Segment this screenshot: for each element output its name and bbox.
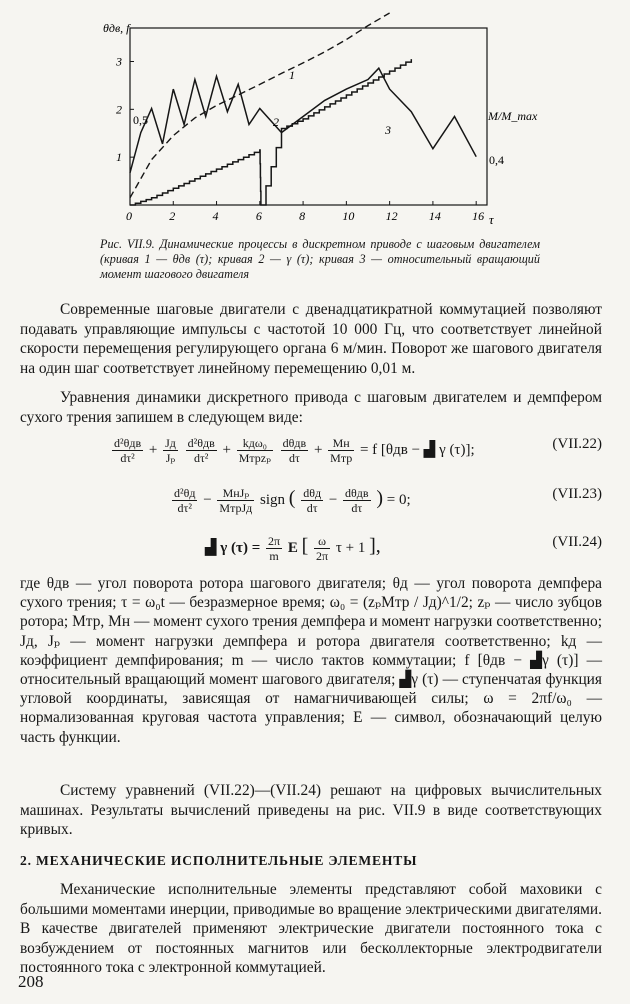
figure-caption (100, 237, 540, 282)
eq24-lhs: ▟ γ (τ) = (205, 539, 261, 556)
right-tick-label: 0,4 (489, 153, 504, 167)
curve-label-3: 3 (385, 123, 391, 137)
eq22-frac2-num: Jд (165, 436, 176, 450)
x-tick-label: 10 (342, 209, 355, 223)
chart-svg (95, 8, 555, 233)
caption-lead: Рис. VII.9. (100, 237, 155, 251)
x-tick-label: 12 (385, 209, 398, 223)
x-tick-label: 8 (299, 209, 306, 223)
page-number: 208 (18, 972, 44, 991)
eq24-E: E (287, 539, 298, 556)
curve-2 (130, 59, 411, 205)
eq23-frac3-num: dθд (303, 486, 322, 500)
eq23-rhs: = 0; (386, 491, 411, 508)
x-tick-label: 6 (255, 209, 262, 223)
eq23-minus2: − (328, 491, 338, 508)
eq22-frac1-num: d²θдв (114, 436, 142, 450)
eq23-frac3-den: dτ (306, 501, 318, 515)
eq22-frac5-num: dθдв (282, 436, 307, 450)
x-tick-label: 14 (428, 209, 441, 223)
equation-vii-22 (20, 428, 602, 468)
eq23-sign: sign (260, 491, 286, 508)
paragraph-5: Механические исполнительные элементы представляют собой маховики с большими моментами инерции, приводимые во вращение электрическими двигателями. В качестве двигателей применяют электрические двигатели постоянного тока с возбуждением от постоянных магнитов или бесколлекторные электродвигатели постоянного тока с электронной коммутацией. (20, 881, 602, 977)
x-tick-label: 4 (212, 209, 219, 223)
eq22-plus3: + (313, 441, 323, 458)
eq23-frac2-num: MнJₚ (217, 486, 254, 501)
x-axis-label: τ (489, 212, 494, 227)
eq24-frac2-den: 2π (316, 549, 329, 563)
eq22-number: (VII.22) (552, 436, 602, 452)
eq23-frac1-den: dτ² (177, 501, 192, 515)
y-tick-label: 1 (116, 150, 122, 165)
x-tick-label: 2 (169, 209, 176, 223)
section-heading: 2. МЕХАНИЧЕСКИЕ ИСПОЛНИТЕЛЬНЫЕ ЭЛЕМЕНТЫ (20, 853, 418, 868)
eq24-rest: τ + 1 (335, 539, 366, 556)
eq22-frac4-num: kдω₀ (237, 436, 273, 451)
eq23-number: (VII.23) (552, 486, 602, 502)
eq22-frac4-den: Mтрzₚ (238, 451, 271, 465)
curve-label-1: 1 (289, 68, 295, 82)
paragraph-definitions: где θдв — угол поворота ротора шагового двигателя; θд — угол поворота демпфера сухого трения; τ = ω₀t — безразмерное время; ω₀ = (zₚMтр / Jд)^1/2; zₚ — число зубцов ротора; Mтр, Mн — момент сухого трения демпфера и момент нагрузки соответственно; Jд, Jₚ — момент нагрузки демпфера и ротора двигателя соответственно; kд — коэффициент демпфирования; m — число тактов коммутации; f [θдв − ▟γ (τ)] — относительный вращающий момент шагового двигателя; ▟γ (τ) — ступенчатая функция угловой координаты, зависящая от намагничивающей силы; ω = 2πf/ω₀ — нормализованная круговая частота управления; E — символ, обозначающий целую часть функции. (20, 575, 602, 746)
eq24-frac2-num: ω (314, 534, 330, 549)
equation-vii-23: $\frac{\text{d²θд}}{\text{dτ²}}$ − $\frac{\text{MнJₚ}}{\text{MтрJд}}$ sign ( $\frac{\text{dθд}}{d\tau}$ − $\frac{\text{dθдв}}{d\tau}$ ) = 0; (VII.23) (174, 486, 602, 515)
eq22-frac6-num: Mн (328, 436, 354, 451)
eq22-frac2-den: Jₚ (165, 451, 176, 465)
eq24-frac1-den: m (269, 549, 279, 563)
eq22-frac6-den: Mтр (330, 451, 353, 465)
eq23-frac4-den: dτ (351, 501, 363, 515)
paragraph-1: Современные шаговые двигатели с двенадцатикратной коммутацией позволяют подавать управляющие импульсы с частотой 10 000 Гц, что соответствует линейной скорости перемещения регулирующего органа 6 м/мин. Поворот же шагового двигателя на один шаг соответствует линейному перемещению 0,01 м. (20, 301, 602, 377)
eq24-frac1-num: 2π (268, 534, 281, 548)
eq23-minus: − (203, 491, 212, 508)
paragraph-2: Уравнения динамики дискретного привода с шаговым двигателем и демпфером сухого трения запишем в следующем виде: (20, 389, 602, 426)
y-tick-label: 3 (116, 54, 122, 69)
y-axis-label: θдв, f (103, 21, 130, 35)
eq22-frac1-den: dτ² (120, 451, 135, 465)
eq22-plus1: + (148, 441, 158, 458)
x-tick-label: 16 (472, 209, 485, 223)
curve-label-2: 2 (273, 115, 279, 129)
right-axis-label: M/M_max (488, 109, 538, 123)
caption-text: Динамические процессы в дискретном приводе с шаговым двигателем (кривая 1 — θдв (τ); кривая 2 — γ (τ); кривая 3 — относительный вращающий момент шагового двигателя (100, 237, 540, 281)
equation-vii-24: ▟ γ (τ) = $\frac{2\pi}{m}$ E [ $\frac{\omega}{2\pi}$ τ + 1 ], (VII.24) (205, 534, 602, 563)
eq22-frac3-den: dτ² (193, 451, 209, 465)
y-tick-label: 2 (116, 102, 122, 117)
eq22-frac3-num: d²θдв (187, 436, 215, 450)
figure-vii-9 (95, 8, 555, 233)
eq23-frac2-den: MтрJд (219, 501, 253, 515)
eq23-frac4-num: dθдв (345, 486, 369, 500)
paragraph-4: Систему уравнений (VII.22)—(VII.24) решают на цифровых вычислительных машинах. Результаты вычислений приведены на рис. VII.9 в виде соответствующих кривых. (20, 782, 602, 839)
eq22-plus2: + (222, 441, 231, 458)
eq24-number: (VII.24) (552, 534, 602, 550)
inner-label: 0,5 (133, 113, 148, 127)
x-tick-label: 0 (126, 209, 132, 223)
eq22-rhs: = f [θдв − ▟ γ (τ)]; (359, 441, 475, 458)
eq23-frac1-num: d²θд (174, 486, 196, 500)
eq22-frac5-den: dτ (289, 451, 300, 465)
